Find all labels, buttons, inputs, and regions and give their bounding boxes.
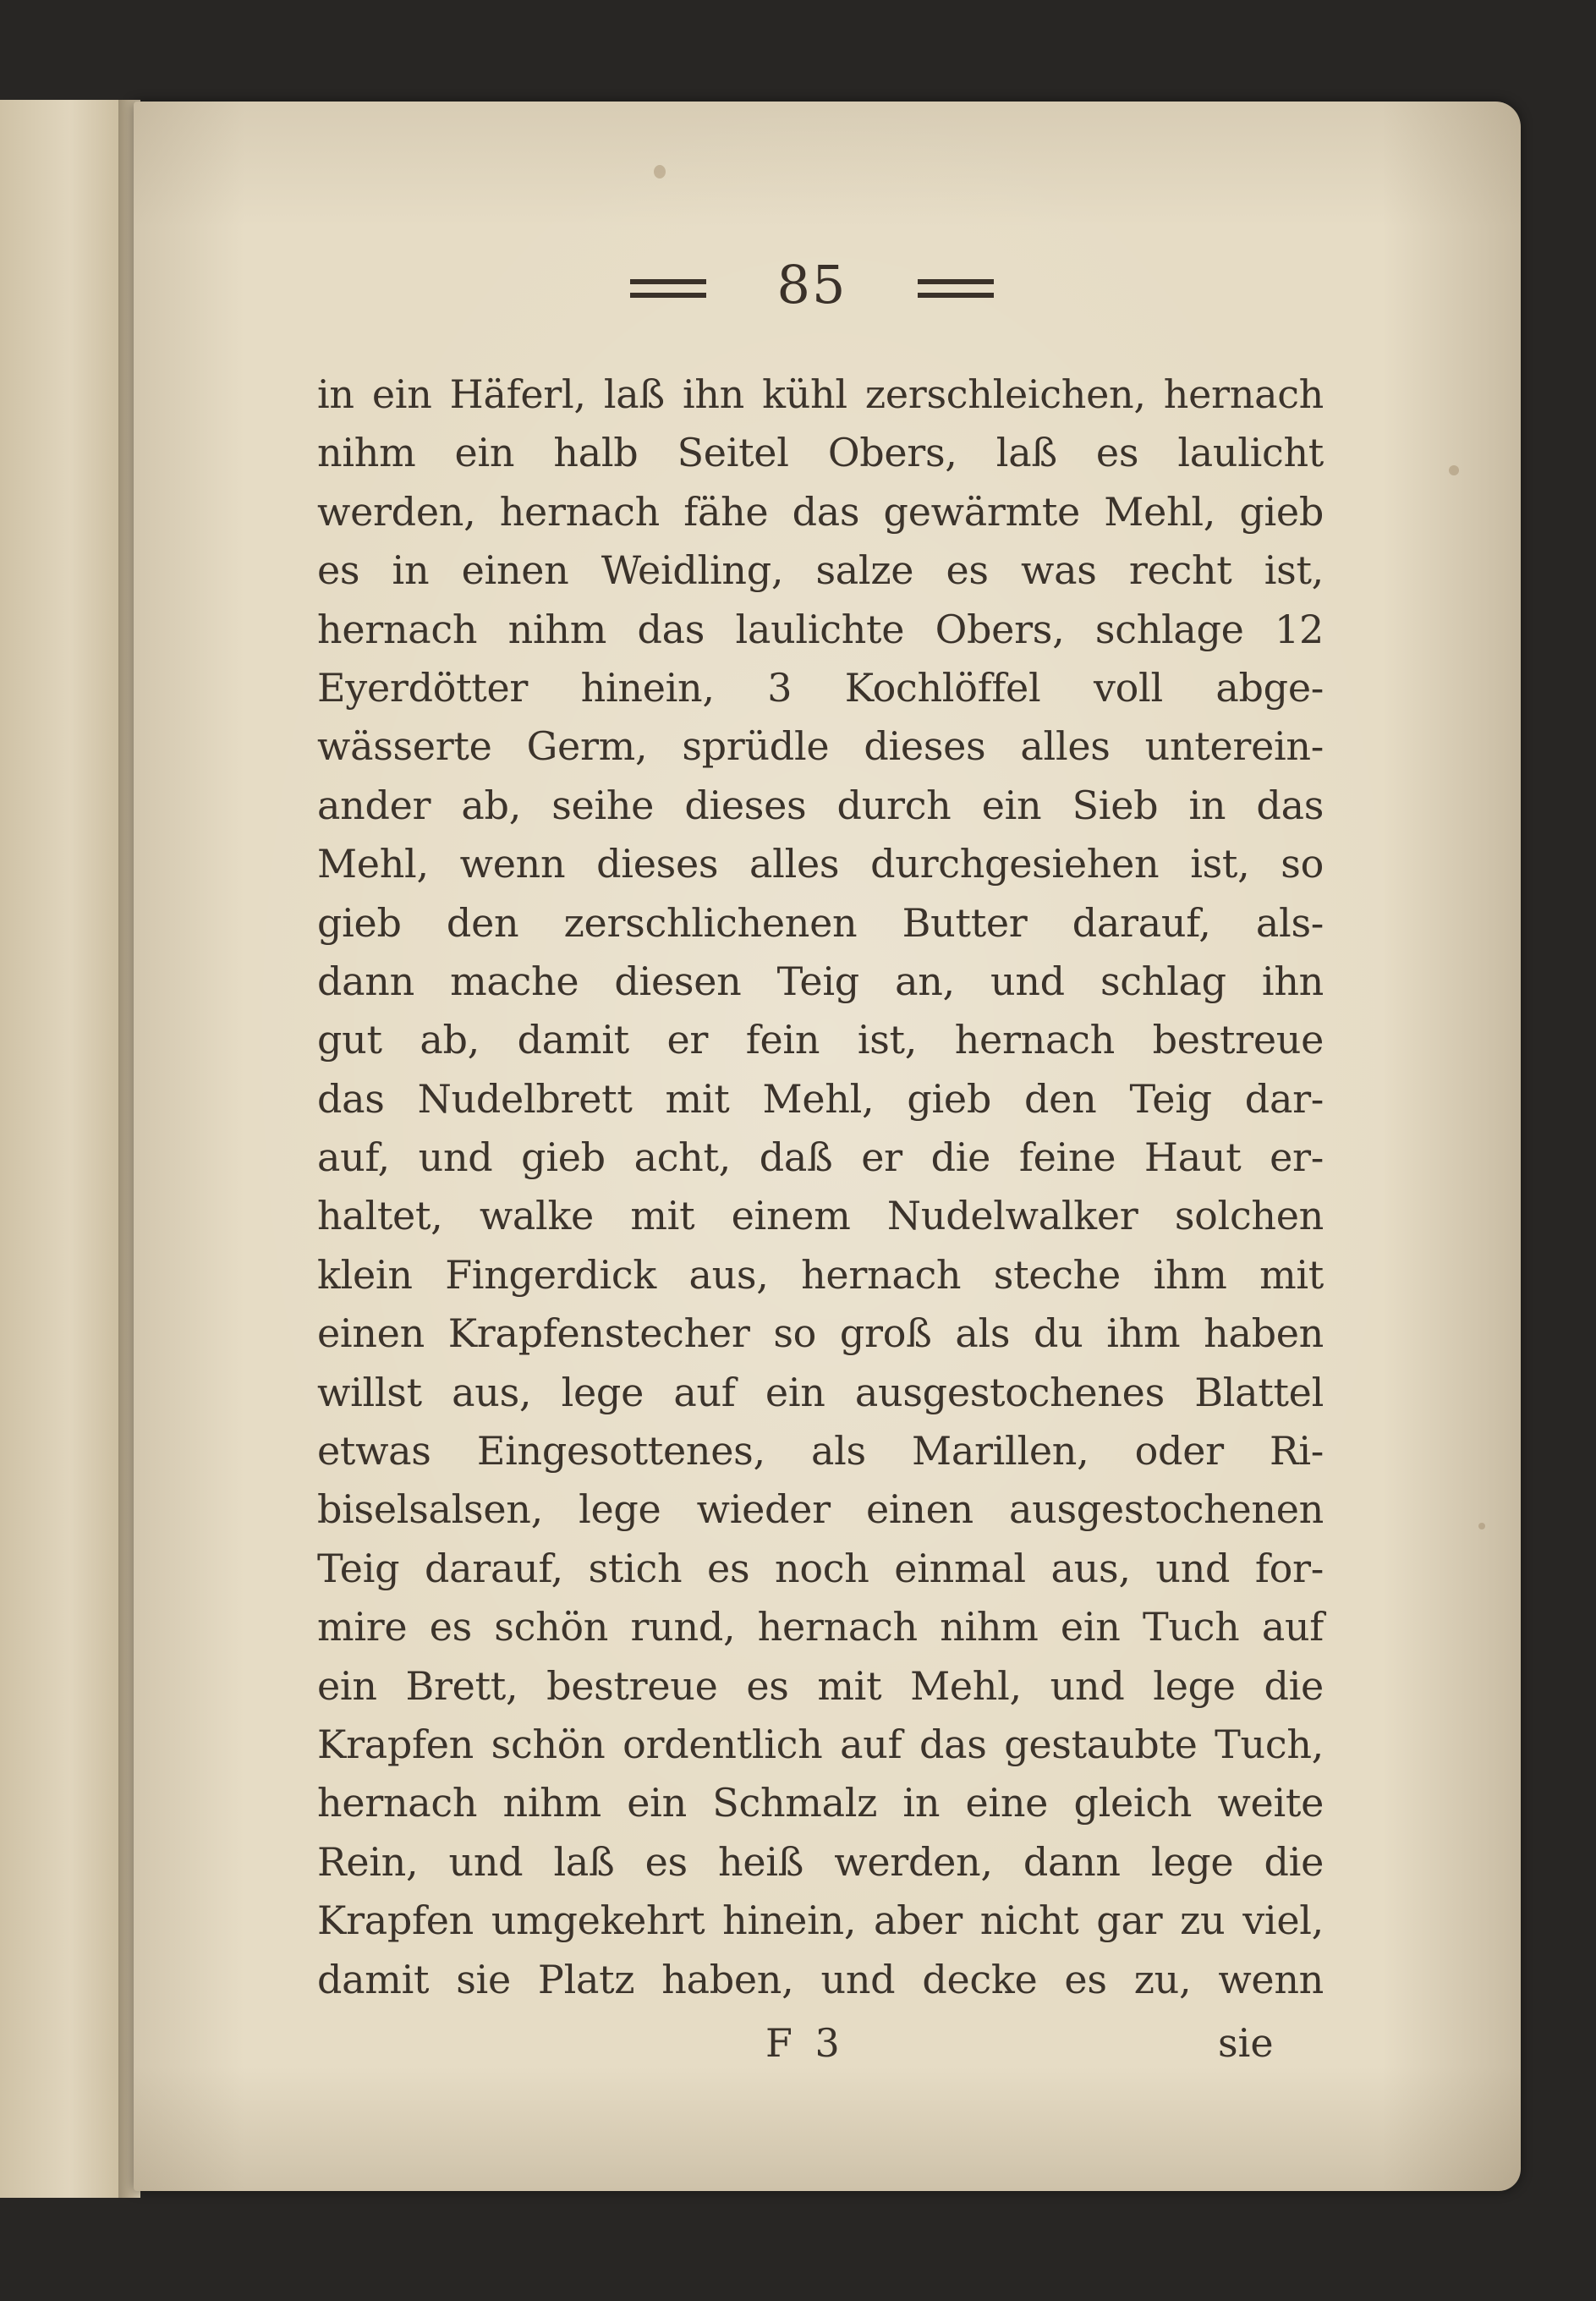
text-line: hernach nihm das laulichte Obers, schlage 12 bbox=[317, 606, 1324, 652]
text-line: nihm ein halb Seitel Obers, laß es laulicht bbox=[317, 430, 1324, 476]
page-header bbox=[630, 254, 994, 321]
text-line: einen Krapfenstecher so groß als du ihm haben bbox=[317, 1310, 1324, 1357]
signature-mark: F 3 bbox=[765, 2020, 845, 2066]
catchword: sie bbox=[1218, 2020, 1274, 2066]
text-line: das Nudelbrett mit Mehl, gieb den Teig dar- bbox=[317, 1075, 1324, 1122]
paper-stain bbox=[1478, 1523, 1485, 1529]
text-line: Rein, und laß es heiß werden, dann lege die bbox=[317, 1838, 1324, 1885]
left-page bbox=[0, 100, 127, 2198]
text-line: gut ab, damit er fein ist, hernach bestreue bbox=[317, 1017, 1324, 1063]
text-line: willst aus, lege auf ein ausgestochenes Blattel bbox=[317, 1369, 1324, 1415]
text-line: in ein Häferl, laß ihn kühl zerschleichen, hernach bbox=[317, 371, 1324, 417]
text-line: ein Brett, bestreue es mit Mehl, und lege die bbox=[317, 1662, 1324, 1709]
text-line: es in einen Weidling, salze es was recht ist, bbox=[317, 547, 1324, 594]
page-body bbox=[317, 365, 1324, 2009]
text-line: etwas Eingesottenes, als Marillen, oder Ri- bbox=[317, 1428, 1324, 1475]
text-line: Eyerdötter hinein, 3 Kochlöffel voll abge- bbox=[317, 664, 1324, 711]
text-line: Krapfen schön ordentlich auf das gestaubte Tuch, bbox=[317, 1721, 1324, 1767]
text-line: dann mache diesen Teig an, und schlag ihn bbox=[317, 958, 1324, 1004]
text-line: biselsalsen, lege wieder einen ausgestochenen bbox=[317, 1486, 1324, 1533]
text-line: wässerte Germ, sprüdle dieses alles unterein- bbox=[317, 723, 1324, 770]
text-line: haltet, walke mit einem Nudelwalker solchen bbox=[317, 1193, 1324, 1239]
header-rule-left bbox=[630, 279, 706, 298]
text-line: gieb den zerschlichenen Butter darauf, als- bbox=[317, 899, 1324, 946]
paper-stain bbox=[1449, 465, 1459, 475]
text-line: Krapfen umgekehrt hinein, aber nicht gar zu viel, bbox=[317, 1897, 1324, 1944]
text-line: Teig darauf, stich es noch einmal aus, und for- bbox=[317, 1545, 1324, 1591]
text-line: mire es schön rund, hernach nihm ein Tuch auf bbox=[317, 1604, 1324, 1650]
text-line: damit sie Platz haben, und decke es zu, wenn bbox=[317, 1956, 1324, 2002]
text-line: auf, und gieb acht, daß er die feine Haut er- bbox=[317, 1134, 1324, 1181]
text-line: klein Fingerdick aus, hernach steche ihm mit bbox=[317, 1251, 1324, 1298]
text-line: ander ab, seihe dieses durch ein Sieb in das bbox=[317, 782, 1324, 828]
text-line: werden, hernach fähe das gewärmte Mehl, gieb bbox=[317, 488, 1324, 535]
paper-stain bbox=[654, 165, 666, 178]
page-number: 85 bbox=[776, 254, 847, 316]
header-rule-right bbox=[918, 279, 994, 298]
text-line: Mehl, wenn dieses alles durchgesiehen ist, so bbox=[317, 841, 1324, 887]
text-line: hernach nihm ein Schmalz in eine gleich weite bbox=[317, 1780, 1324, 1826]
